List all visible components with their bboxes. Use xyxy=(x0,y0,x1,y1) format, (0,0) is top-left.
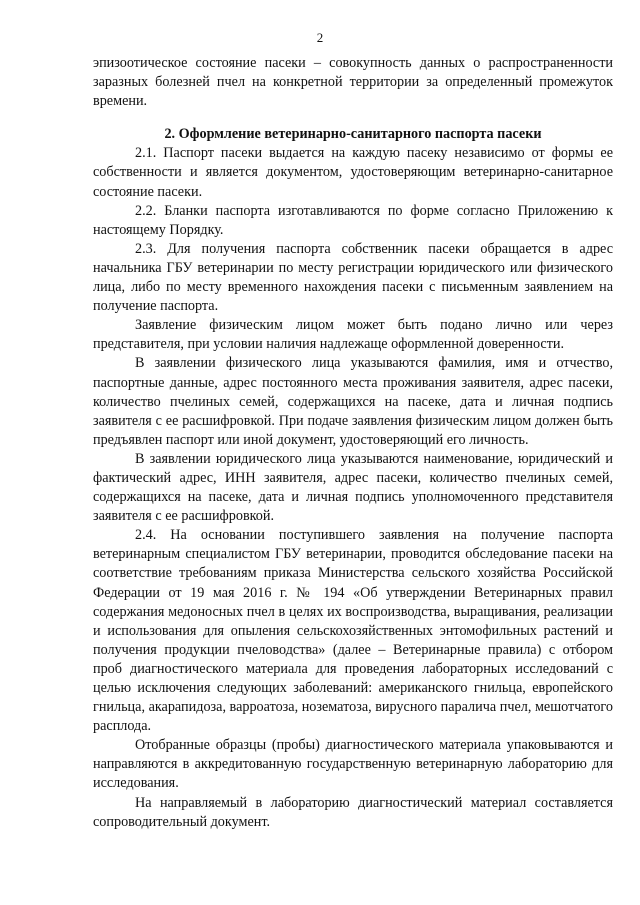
paragraph-individual-application: В заявлении физического лица указываются фамилия, имя и отчество, паспортные данные, адрес постоянного места проживания заявителя, адрес пасеки, количество пчелиных семей, содержащихся на пасеке, дата и личная подпись заявителя с ее расшифровкой. При подаче заявления физическим лицом должен быть предъявлен паспорт или иной документ, удостоверяющий его личность. xyxy=(93,355,613,448)
paragraph-2-3: 2.3. Для получения паспорта собственник пасеки обращается в адрес начальника ГБУ ветеринарии по месту регистрации юридического или физического лица, либо по месту временного нахождения пасеки с письменным заявлением на получение паспорта. xyxy=(93,240,613,315)
paragraph-2-4: 2.4. На основании поступившего заявления на получение паспорта ветеринарным специалистом ГБУ ветеринарии, проводится обследование пасеки на соответствие требованиям приказа Министерства сельского хозяйства Российской Федерации от 19 мая 2016 г. № 194 «Об утверждении Ветеринарных правил содержания медоносных пчел в целях их воспроизводства, выращивания, реализации и использования для опыления сельскохозяйственных энтомофильных растений и получения продукции пчеловодства» (далее – Ветеринарные правила) с отбором проб диагностического материала для проведения лабораторных исследований с целью исключения следующих заболеваний: американского гнильца, европейского гнильца, акарапидоза, варроатоза, нозематоза, вирусного паралича пчел, мешотчатого расплода. xyxy=(93,527,613,735)
paragraph-2-1: 2.1. Паспорт пасеки выдается на каждую пасеку независимо от формы ее собственности и является документом, удостоверяющим ветеринарно-санитарное состояние пасеки. xyxy=(93,145,613,200)
section-heading: 2. Оформление ветеринарно-санитарного паспорта пасеки xyxy=(164,126,542,143)
page-number: 2 xyxy=(316,30,324,45)
paragraph-continuation: эпизоотическое состояние пасеки – совокупность данных о распространенности заразных болезней пчел на конкретной территории за определенный промежуток времени. xyxy=(93,55,613,110)
paragraph-legal-entity-application: В заявлении юридического лица указываются наименование, юридический и фактический адрес, ИНН заявителя, адрес пасеки, количество пчелиных семей, содержащихся на пасеке, дата и личная подпись уполномоченного представителя заявителя с ее расшифровкой. xyxy=(93,450,613,525)
paragraph-samples: Отобранные образцы (пробы) диагностического материала упаковываются и направляются в аккредитованную государственную ветеринарную лабораторию для исследования. xyxy=(93,737,613,792)
document-body xyxy=(93,54,613,832)
paragraph-accompanying-document: На направляемый в лабораторию диагностический материал составляется сопроводительный документ. xyxy=(93,794,613,830)
paragraph-representative: Заявление физическим лицом может быть подано лично или через представителя, при условии наличия надлежаще оформленной доверенности. xyxy=(93,317,613,353)
paragraph-2-2: 2.2. Бланки паспорта изготавливаются по форме согласно Приложению к настоящему Порядку. xyxy=(93,202,613,238)
